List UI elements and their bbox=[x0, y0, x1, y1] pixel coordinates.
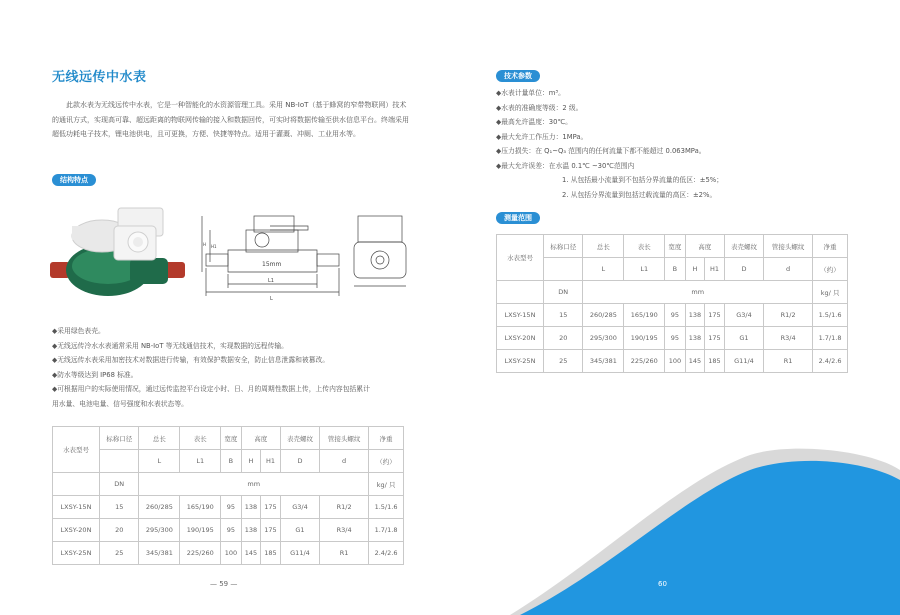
section-label-structure: 结构特点 bbox=[52, 174, 96, 186]
table-cell: 1.5/1.6 bbox=[369, 496, 404, 519]
table-cell: G1 bbox=[280, 519, 319, 542]
table-cell: LXSY-25N bbox=[53, 542, 100, 565]
dimension-drawing-front bbox=[200, 196, 345, 314]
table-cell: LXSY-15N bbox=[497, 304, 544, 327]
table-header-cell: 表长 bbox=[180, 427, 221, 450]
table-cell: R3/4 bbox=[764, 327, 813, 350]
feature-list bbox=[52, 324, 412, 411]
table-cell: 138 bbox=[685, 327, 705, 350]
table-symbol: D bbox=[280, 450, 319, 473]
table-cell: 1.7/1.8 bbox=[813, 327, 848, 350]
table-cell: 175 bbox=[705, 327, 725, 350]
table-cell: 2.4/2.6 bbox=[813, 350, 848, 373]
drawing-dim-l1: L1 bbox=[268, 278, 274, 284]
table-header-caliber: 标称口径 bbox=[544, 235, 583, 258]
table-cell: R1/2 bbox=[764, 304, 813, 327]
table-row bbox=[497, 304, 848, 327]
table-cell: 95 bbox=[221, 496, 241, 519]
table-cell: 100 bbox=[665, 350, 685, 373]
table-cell: 1.7/1.8 bbox=[369, 519, 404, 542]
table-cell: 260/285 bbox=[139, 496, 180, 519]
table-cell: 225/260 bbox=[180, 542, 221, 565]
table-cell: 185 bbox=[705, 350, 725, 373]
params-list bbox=[496, 86, 876, 202]
table-cell: 20 bbox=[544, 327, 583, 350]
water-meter-photo bbox=[50, 196, 185, 306]
table-cell: 2.4/2.6 bbox=[369, 542, 404, 565]
dimension-drawing-side bbox=[352, 208, 412, 293]
table-header-cell: 净重 bbox=[813, 235, 848, 258]
table-unit: kg/ 只 bbox=[813, 281, 848, 304]
table-symbol: L1 bbox=[624, 258, 665, 281]
table-cell: 175 bbox=[705, 304, 725, 327]
table-cell: R3/4 bbox=[320, 519, 369, 542]
table-symbol: d bbox=[320, 450, 369, 473]
table-symbol: B bbox=[665, 258, 685, 281]
table-header-cell: 表壳螺纹 bbox=[280, 427, 319, 450]
table-cell: 165/190 bbox=[624, 304, 665, 327]
table-cell: 175 bbox=[261, 519, 281, 542]
table-row bbox=[497, 327, 848, 350]
table-cell: LXSY-20N bbox=[53, 519, 100, 542]
table-cell: G3/4 bbox=[280, 496, 319, 519]
param-sub-item: 1. 从包括最小流量到不包括分界流量的低区：±5%； bbox=[562, 176, 724, 184]
table-cell: G3/4 bbox=[724, 304, 763, 327]
table-header-caliber: 标称口径 bbox=[100, 427, 139, 450]
table-header-cell: 表壳螺纹 bbox=[724, 235, 763, 258]
table-header-model: 水表型号 bbox=[53, 427, 100, 473]
table-cell: 145 bbox=[685, 350, 705, 373]
table-symbol: （约） bbox=[813, 258, 848, 281]
section-label-range: 测量范围 bbox=[496, 212, 540, 224]
param-item: ◆压力损失：在 Q₁~Q₃ 范围内的任何流量下都不能超过 0.063MPa。 bbox=[496, 147, 706, 155]
table-cell: 138 bbox=[241, 519, 261, 542]
table-cell: 138 bbox=[241, 496, 261, 519]
table-cell: 225/260 bbox=[624, 350, 665, 373]
table-cell: 165/190 bbox=[180, 496, 221, 519]
page-title: 无线远传中水表 bbox=[52, 70, 147, 85]
table-header-cell: 总长 bbox=[583, 235, 624, 258]
table-cell: 295/300 bbox=[583, 327, 624, 350]
feature-item: ◆可根据用户的实际使用情况，通过远传监控平台设定小时、日、月的周期性数据上传，上传内容包括累计 bbox=[52, 385, 370, 393]
feature-item: ◆采用绿色表壳。 bbox=[52, 327, 105, 335]
table-cell: 20 bbox=[100, 519, 139, 542]
table-symbol: （约） bbox=[369, 450, 404, 473]
table-unit: DN bbox=[544, 281, 583, 304]
table-symbol: B bbox=[221, 450, 241, 473]
table-cell: 25 bbox=[100, 542, 139, 565]
table-cell: 15 bbox=[100, 496, 139, 519]
decorative-swoosh bbox=[450, 440, 900, 615]
table-cell: R1/2 bbox=[320, 496, 369, 519]
table-cell: G1 bbox=[724, 327, 763, 350]
table-cell: 175 bbox=[261, 496, 281, 519]
table-cell: 345/381 bbox=[583, 350, 624, 373]
table-cell: 345/381 bbox=[139, 542, 180, 565]
table-cell: 1.5/1.6 bbox=[813, 304, 848, 327]
table-cell: 145 bbox=[241, 542, 261, 565]
table-unit: kg/ 只 bbox=[369, 473, 404, 496]
table-header-cell: 高度 bbox=[241, 427, 280, 450]
table-cell: 185 bbox=[261, 542, 281, 565]
table-symbol: D bbox=[724, 258, 763, 281]
param-item: ◆水表的准确度等级：2 级。 bbox=[496, 103, 583, 112]
intro-paragraph: 此款水表为无线远传中水表，它是一种智能化的水资源管理工具。采用 NB-IoT（基于蜂窝的窄带物联网）技术的通讯方式，实现高可靠、超远距离的物联网传输的接入和数据回传，可实时将数据传输至供水信息平台。终端采用超低功耗电子技术，锂电池供电，且可更换，方便、快捷等特点。适用于灌溉、冲厕、工业用水等。 bbox=[52, 101, 409, 138]
page-number-right: 60 bbox=[658, 580, 667, 588]
table-symbol: L1 bbox=[180, 450, 221, 473]
table-row bbox=[53, 519, 404, 542]
drawing-dim-15mm: 15mm bbox=[262, 261, 282, 268]
table-cell: 95 bbox=[665, 327, 685, 350]
table-header-cell: 宽度 bbox=[665, 235, 685, 258]
table-row bbox=[497, 350, 848, 373]
table-cell: 260/285 bbox=[583, 304, 624, 327]
table-row bbox=[53, 496, 404, 519]
table-cell: 295/300 bbox=[139, 519, 180, 542]
table-unit: mm bbox=[583, 281, 813, 304]
table-cell: 25 bbox=[544, 350, 583, 373]
feature-item: 用水量、电池电量、信号强度和水表状态等。 bbox=[52, 399, 188, 408]
feature-item: ◆无线远传水表采用加密技术对数据进行传输，有效保护数据安全，防止信息泄露和被篡改。 bbox=[52, 356, 330, 364]
right-page bbox=[450, 0, 900, 615]
feature-item: ◆无线远传冷水水表通常采用 NB-IoT 等无线通信技术，实现数据的远程传输。 bbox=[52, 341, 288, 350]
spec-table-left bbox=[52, 426, 404, 565]
table-symbol: H1 bbox=[261, 450, 281, 473]
table-symbol: L bbox=[583, 258, 624, 281]
table-cell: 95 bbox=[221, 519, 241, 542]
table-header-cell: 净重 bbox=[369, 427, 404, 450]
table-symbol: d bbox=[764, 258, 813, 281]
param-sub-item: 2. 从包括分界流量到包括过载流量的高区：±2%。 bbox=[562, 190, 717, 199]
drawing-dim-h: H bbox=[203, 242, 207, 247]
table-cell: 190/195 bbox=[624, 327, 665, 350]
table-header-cell: 管接头螺纹 bbox=[764, 235, 813, 258]
table-header-cell: 表长 bbox=[624, 235, 665, 258]
table-symbol: H1 bbox=[705, 258, 725, 281]
table-row bbox=[53, 542, 404, 565]
table-cell: LXSY-25N bbox=[497, 350, 544, 373]
param-item: ◆最大允许误差：在水温 0.1℃ ~30℃范围内 bbox=[496, 161, 635, 170]
feature-item: ◆防水等级达到 IP68 标准。 bbox=[52, 370, 138, 379]
table-cell: 190/195 bbox=[180, 519, 221, 542]
table-cell: 138 bbox=[685, 304, 705, 327]
drawing-dim-h1: H1 bbox=[211, 244, 217, 249]
table-unit: mm bbox=[139, 473, 369, 496]
section-label-params: 技术参数 bbox=[496, 70, 540, 82]
table-cell: R1 bbox=[320, 542, 369, 565]
table-cell: LXSY-20N bbox=[497, 327, 544, 350]
table-cell: G11/4 bbox=[280, 542, 319, 565]
table-header-model: 水表型号 bbox=[497, 235, 544, 281]
table-symbol: H bbox=[241, 450, 261, 473]
param-item: ◆水表计量单位：m³。 bbox=[496, 89, 565, 97]
spec-table-right bbox=[496, 234, 848, 373]
param-item: ◆最大允许工作压力：1MPa。 bbox=[496, 132, 588, 141]
table-cell: 100 bbox=[221, 542, 241, 565]
table-cell: 95 bbox=[665, 304, 685, 327]
table-header-cell: 总长 bbox=[139, 427, 180, 450]
table-cell: G11/4 bbox=[724, 350, 763, 373]
table-symbol: H bbox=[685, 258, 705, 281]
table-cell: LXSY-15N bbox=[53, 496, 100, 519]
table-header-cell: 管接头螺纹 bbox=[320, 427, 369, 450]
table-symbol: L bbox=[139, 450, 180, 473]
table-header-cell: 宽度 bbox=[221, 427, 241, 450]
page-number-left: — 59 — bbox=[210, 580, 238, 588]
param-item: ◆最高允许温度：30℃。 bbox=[496, 118, 572, 126]
table-cell: R1 bbox=[764, 350, 813, 373]
table-cell: 15 bbox=[544, 304, 583, 327]
table-unit: DN bbox=[100, 473, 139, 496]
table-header-cell: 高度 bbox=[685, 235, 724, 258]
drawing-dim-l: L bbox=[270, 296, 273, 302]
